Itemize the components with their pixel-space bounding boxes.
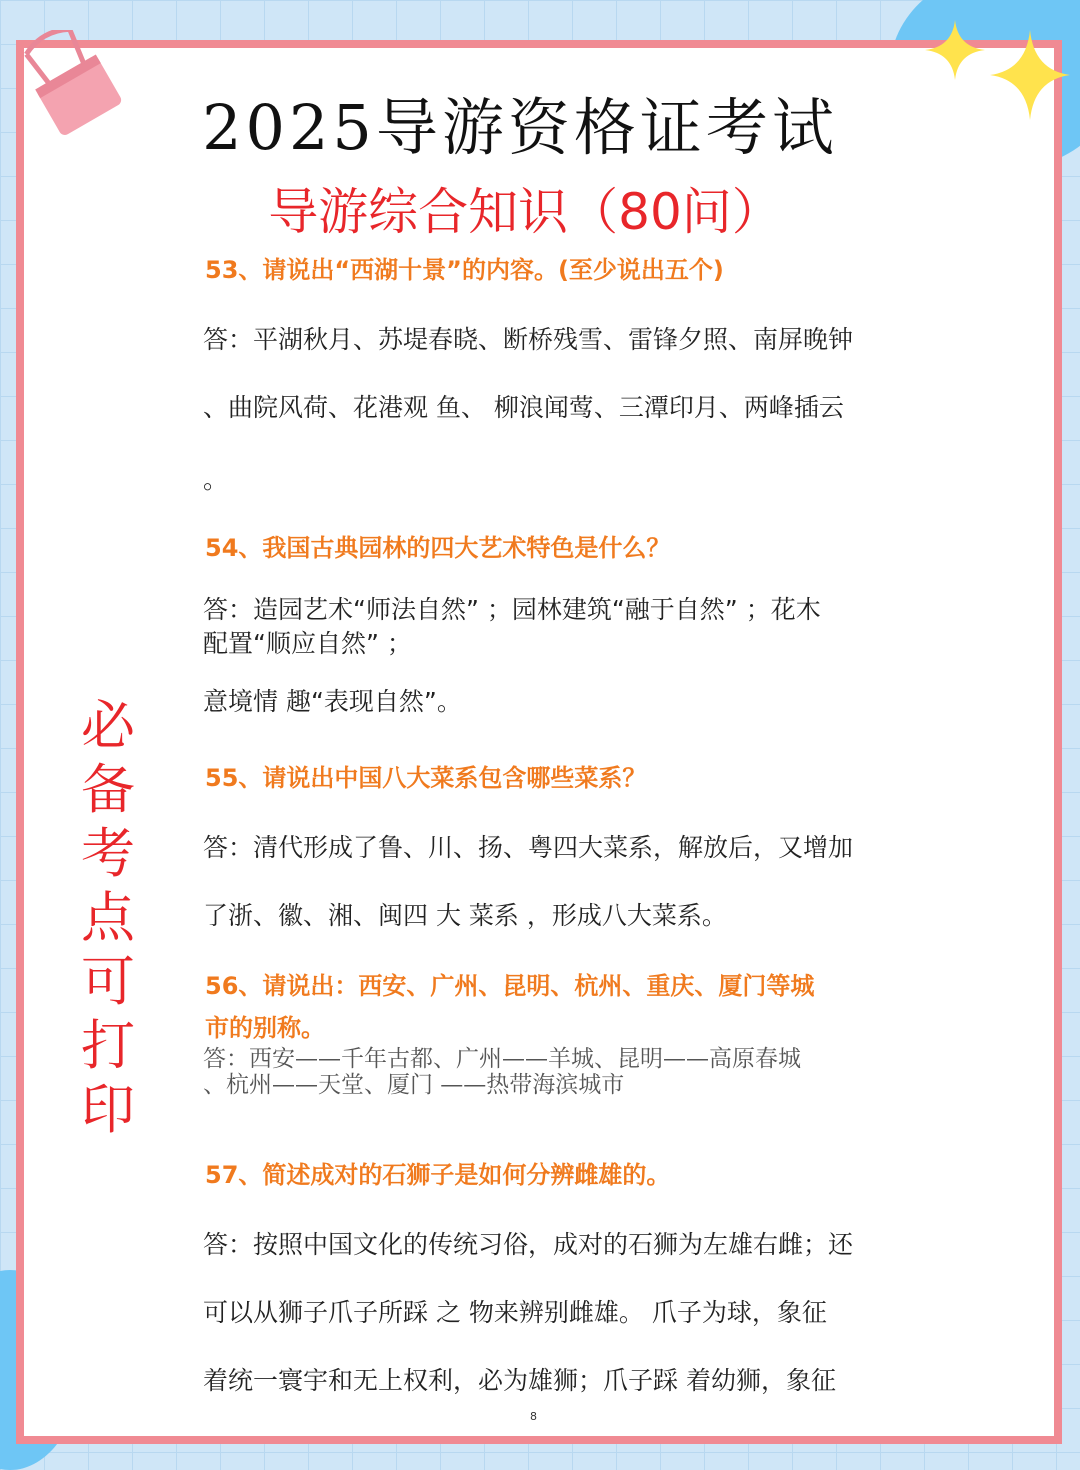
answer-55-line: 答：清代形成了鲁、川、扬、粤四大菜系，解放后，又增加 — [203, 833, 854, 862]
answer-53-line: 答：平湖秋月、苏堤春晓、断桥残雪、雷锋夕照、南屏晚钟 — [203, 325, 854, 354]
answer-57-line: 可以从狮子爪子所踩 之 物来辨别雌雄。 爪子为球，象征 — [203, 1298, 827, 1327]
side-label-char: 考 — [81, 822, 135, 885]
page-subtitle: 导游综合知识（80问） — [268, 183, 782, 241]
side-label-char: 必 — [81, 694, 135, 757]
answer-56-line: 、杭州——天堂、厦门 ——热带海滨城市 — [203, 1072, 625, 1098]
answer-54-line: 配置“顺应自然” ； — [203, 629, 412, 658]
answer-53-line: 。 — [203, 465, 229, 494]
side-label-char: 可 — [81, 950, 135, 1013]
answer-57-line: 着统一寰宇和无上权利，必为雄狮；爪子踩 着幼狮，象征 — [203, 1366, 836, 1395]
question-53: 53、请说出“西湖十景”的内容。(至少说出五个) — [205, 256, 724, 284]
answer-54-line: 意境情 趣“表现自然”。 — [203, 687, 462, 716]
side-label-char: 点 — [81, 886, 135, 949]
answer-55-line: 了浙、徽、湘、闽四 大 菜系 ，形成八大菜系。 — [203, 901, 727, 930]
question-54: 54、我国古典园林的四大艺术特色是什么？ — [205, 534, 671, 562]
side-label — [78, 694, 138, 1142]
side-label-char: 印 — [81, 1078, 135, 1141]
answer-57-line: 答：按照中国文化的传统习俗，成对的石狮为左雄右雌；还 — [203, 1230, 854, 1259]
sparkle-star-icon — [925, 20, 985, 80]
question-57: 57、简述成对的石狮子是如何分辨雌雄的。 — [205, 1161, 671, 1189]
side-label-char: 备 — [81, 758, 135, 821]
side-label-char: 打 — [81, 1014, 135, 1077]
answer-56-line: 答：西安——千年古都、广州——羊城、昆明——高原春城 — [203, 1046, 801, 1072]
answer-54-line: 答：造园艺术“师法自然” ；园林建筑“融于自然” ；花木 — [203, 595, 821, 624]
page-title: 2025导游资格证考试 — [202, 91, 838, 164]
answer-53-line: 、曲院风荷、花港观 鱼、 柳浪闻莺、三潭印月、两峰插云 — [203, 393, 844, 422]
question-56-line: 市的别称。 — [205, 1014, 325, 1042]
question-56-line: 56、请说出：西安、广州、昆明、杭州、重庆、厦门等城 — [205, 972, 815, 1000]
question-55: 55、请说出中国八大菜系包含哪些菜系？ — [205, 764, 647, 792]
page-number: 8 — [530, 1410, 537, 1423]
